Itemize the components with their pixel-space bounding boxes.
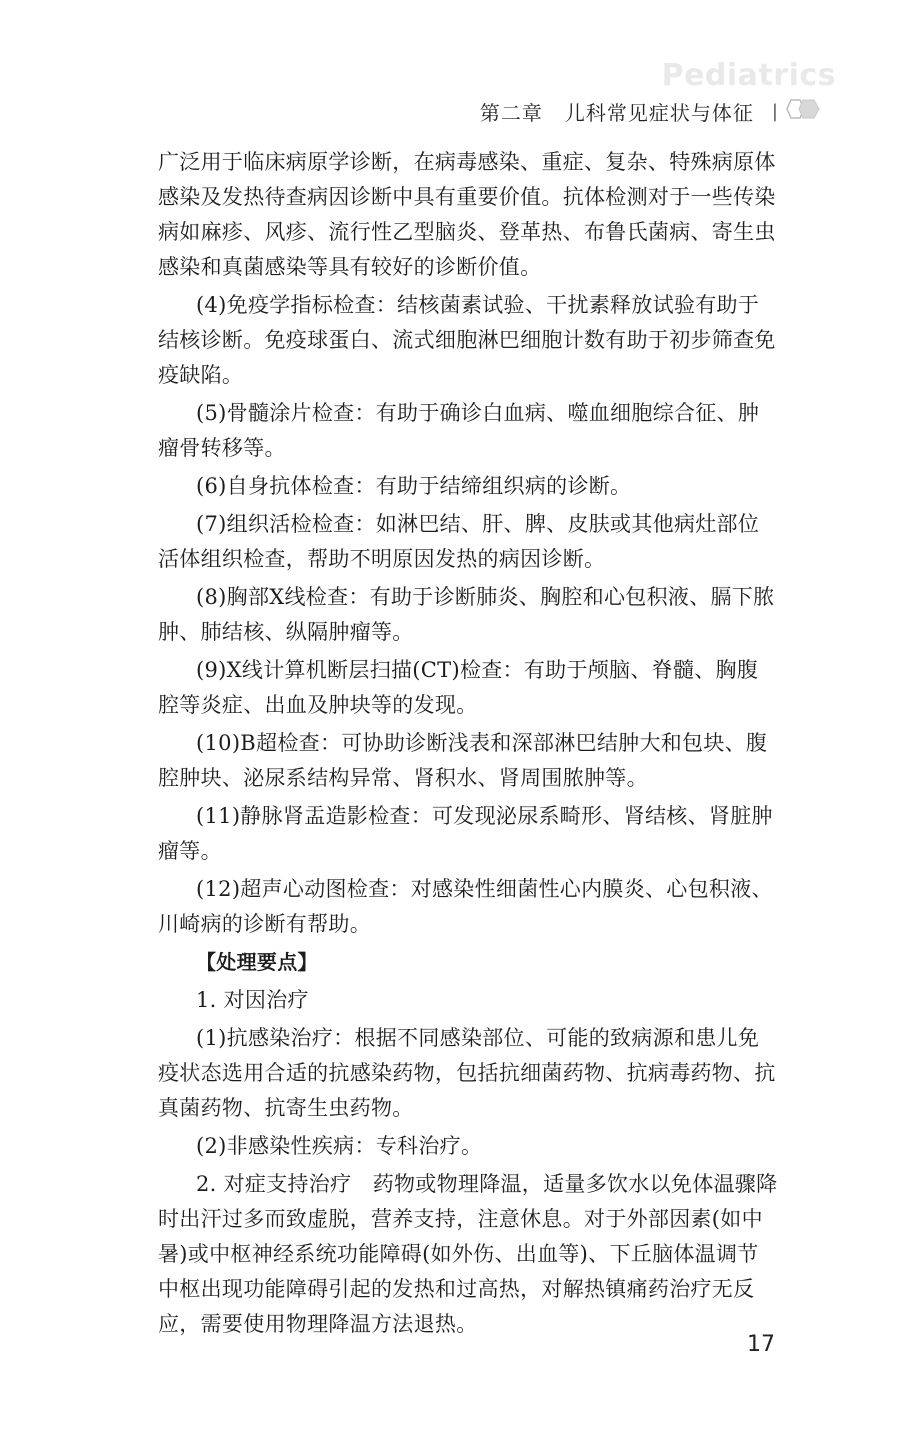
paragraph-anti-infection: (1)抗感染治疗：根据不同感染部位、可能的致病源和患儿免疫状态选用合适的抗感染药物，包括抗细菌药物、抗病毒药物、抗真菌药物、抗寄生虫药物。 [158,1026,776,1120]
paragraph-autoantibody-test: (6)自身抗体检查：有助于结缔组织病的诊断。 [196,474,632,498]
page-body [158,145,778,1345]
running-header [480,96,820,126]
paragraph-echocardiography: (12)超声心动图检查：对感染性细菌性心内膜炎、心包积液、川崎病的诊断有帮助。 [158,877,773,936]
chapter-title: 儿科常见症状与体征 [564,100,754,125]
page-number: 17 [747,1332,775,1357]
paragraph-immunology-test: (4)免疫学指标检查：结核菌素试验、干扰素释放试验有助于结核诊断。免疫球蛋白、流式细胞淋巴细胞计数有助于初步筛查免疫缺陷。 [158,293,776,387]
header-separator: | [771,100,778,122]
paragraph-chest-xray: (8)胸部X线检查：有助于诊断肺炎、胸腔和心包积液、膈下脓肿、肺结核、纵隔肿瘤等。 [158,585,775,644]
paragraph-ultrasound: (10)B超检查：可协助诊断浅表和深部淋巴结肿大和包块、腹腔肿块、泌尿系结构异常、肾积水、肾周围脓肿等。 [158,731,768,790]
paragraph-tissue-biopsy: (7)组织活检检查：如淋巴结、肝、脾、皮肤或其他病灶部位活体组织检查，帮助不明原因发热的病因诊断。 [158,512,760,571]
paragraph-non-infectious: (2)非感染性疾病：专科治疗。 [196,1134,483,1158]
paragraph-supportive-treatment: 2. 对症支持治疗 药物或物理降温，适量多饮水以免体温骤降时出汗过多而致虚脱，营养支持，注意休息。对于外部因素(如中暑)或中枢神经系统功能障碍(如外伤、出血等)、下丘脑体温调节中枢出现功能障碍引起的发热和过高热，对解热镇痛药治疗无反应，需要使用物理降温方法退热。 [158,1172,778,1336]
section-heading-treatment: 【处理要点】 [196,950,318,974]
paragraph-ivp: (11)静脉肾盂造影检查：可发现泌尿系畸形、肾结核、肾脏肿瘤等。 [158,804,773,863]
paragraph-ct-scan: (9)X线计算机断层扫描(CT)检查：有助于颅脑、脊髓、胸腹腔等炎症、出血及肿块等的发现。 [158,658,759,717]
paragraph-continuation: 广泛用于临床病原学诊断，在病毒感染、重症、复杂、特殊病原体感染及发热待查病因诊断中具有重要价值。抗体检测对于一些传染病如麻疹、风疹、流行性乙型脑炎、登革热、布鲁氏菌病、寄生虫感染和真菌感染等具有较好的诊断价值。 [158,150,776,279]
hexagon-ornament-icon [786,99,820,124]
paragraph-bone-marrow-smear: (5)骨髓涂片检查：有助于确诊白血病、噬血细胞综合征、肿瘤骨转移等。 [158,401,760,460]
chapter-number: 第二章 [479,100,543,125]
watermark-pediatrics: Pediatrics [661,58,836,93]
subheading-causal-treatment: 1. 对因治疗 [196,988,309,1012]
